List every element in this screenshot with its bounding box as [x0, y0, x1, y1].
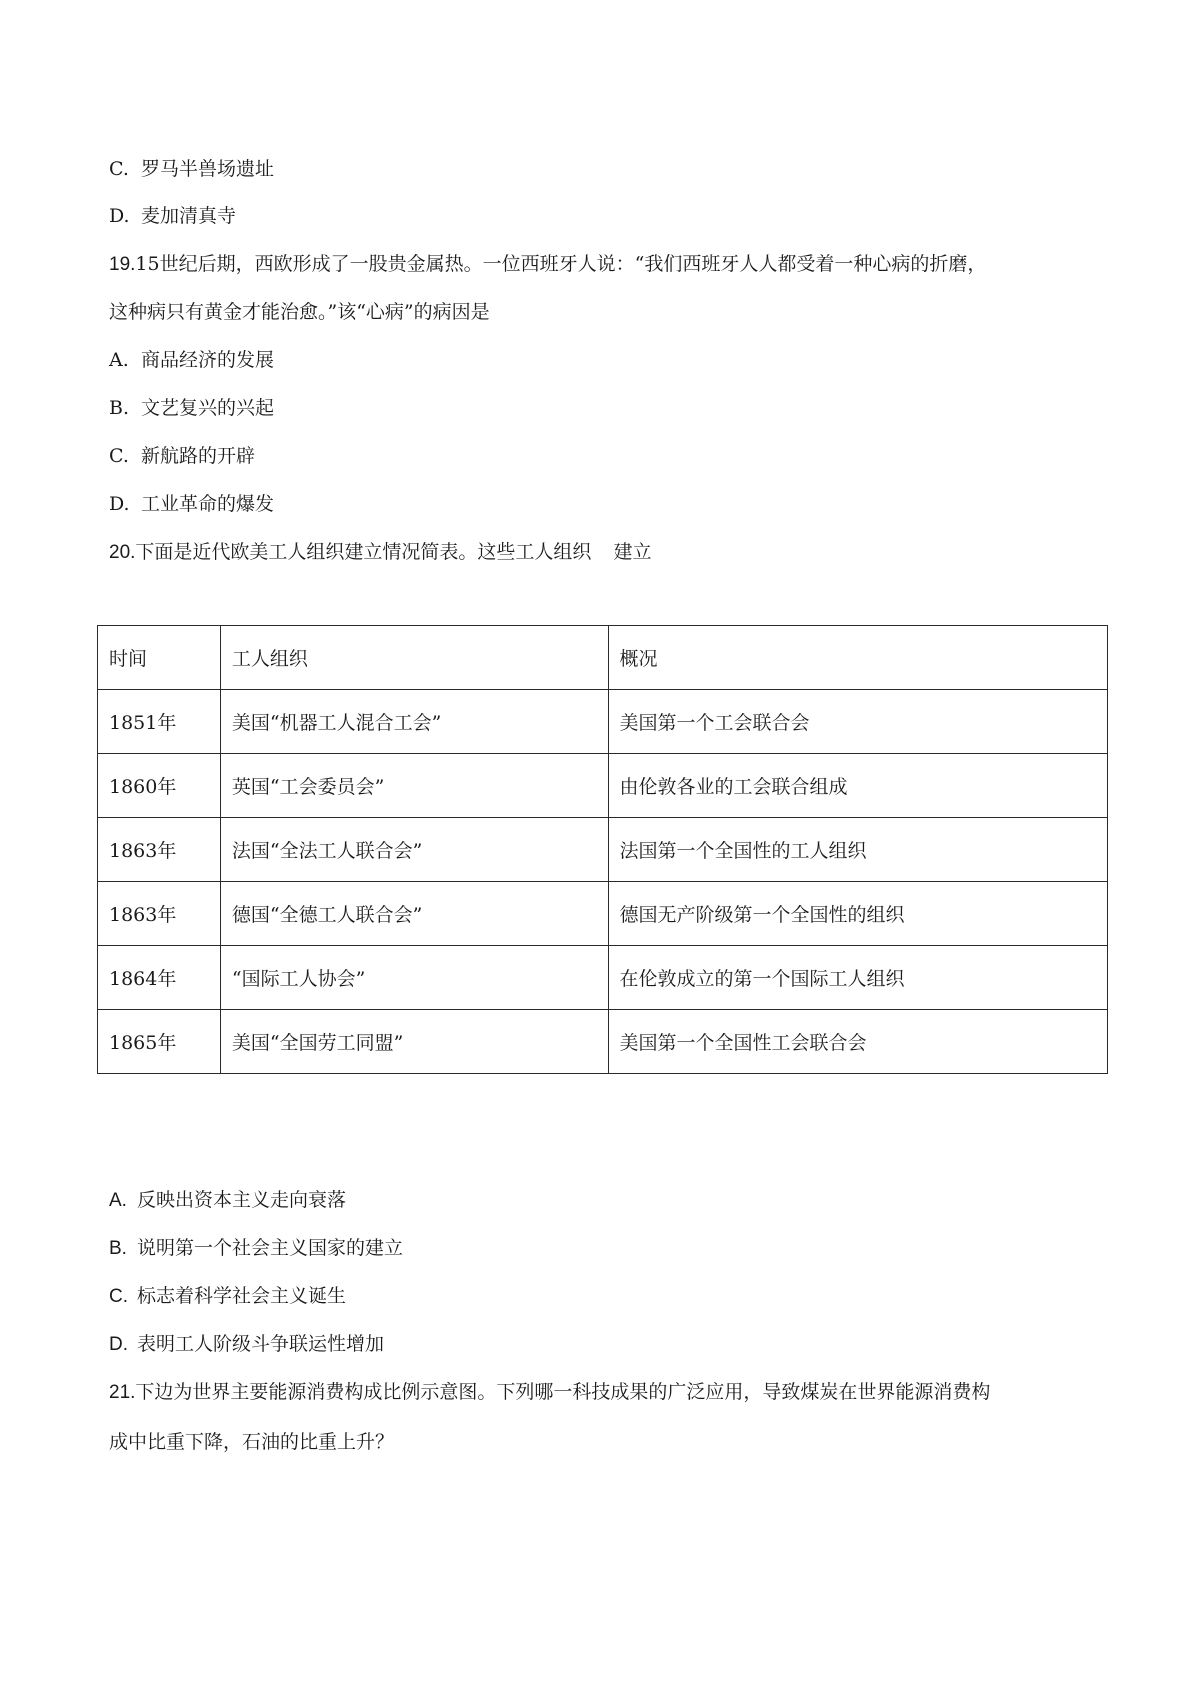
table-row: [98, 946, 1108, 1010]
option-text: 新航路的开辟: [141, 445, 256, 467]
option-text: 反映出资本主义走向衰落: [137, 1189, 347, 1211]
option-letter: A.: [109, 1190, 127, 1211]
option-letter: C.: [109, 158, 129, 180]
table-cell: 法国“全法工人联合会”: [220, 818, 608, 882]
option-a-q20: [109, 1188, 346, 1213]
table-cell: 由伦敦各业的工会联合组成: [608, 754, 1107, 818]
question-number: 20.: [109, 542, 136, 563]
table-cell: 美国“全国劳工同盟”: [220, 1010, 608, 1074]
option-letter: D.: [109, 493, 130, 515]
question-text: 下面是近代欧美工人组织建立情况简表。这些工人组织: [135, 541, 592, 563]
table-cell: 英国“工会委员会”: [220, 754, 608, 818]
table-row: [98, 882, 1108, 946]
table-row: [98, 818, 1108, 882]
option-letter: D.: [109, 205, 130, 227]
table-cell: 1864年: [98, 946, 221, 1010]
table-header-row: [98, 626, 1108, 690]
option-text: 表明工人阶级斗争联运性增加: [137, 1333, 385, 1355]
option-b-q20: [109, 1236, 403, 1261]
option-text: 文艺复兴的兴起: [141, 397, 275, 419]
table-cell: 德国“全德工人联合会”: [220, 882, 608, 946]
option-letter: C.: [109, 445, 129, 467]
question-21-stem-line2: 成中比重下降，石油的比重上升？: [109, 1431, 395, 1453]
option-text: 商品经济的发展: [141, 349, 275, 371]
table-row: [98, 754, 1108, 818]
table-cell: “国际工人协会”: [220, 946, 608, 1010]
table-cell: 1863年: [98, 818, 221, 882]
table-cell: 法国第一个全国性的工人组织: [608, 818, 1107, 882]
table-cell: 美国第一个全国性工会联合会: [608, 1010, 1107, 1074]
table-cell: 1865年: [98, 1010, 221, 1074]
question-20-stem: [109, 540, 651, 565]
option-c-prev: [109, 157, 274, 181]
table-row: [98, 1010, 1108, 1074]
table-header-cell: 时间: [98, 626, 221, 690]
option-c-q20: [109, 1284, 346, 1309]
option-text: 罗马半兽场遗址: [141, 158, 275, 180]
table-row: [98, 690, 1108, 754]
table-header-cell: 概况: [608, 626, 1107, 690]
question-19-stem-line1: [109, 252, 986, 277]
option-d-q20: [109, 1332, 384, 1357]
option-text: 标志着科学社会主义诞生: [137, 1285, 347, 1307]
table-cell: 1860年: [98, 754, 221, 818]
question-number: 19.: [109, 254, 136, 275]
table-cell: 美国“机器工人混合工会”: [220, 690, 608, 754]
table-header-cell: 工人组织: [220, 626, 608, 690]
option-letter: D.: [109, 1334, 128, 1355]
table-cell: 在伦敦成立的第一个国际工人组织: [608, 946, 1107, 1010]
option-letter: B.: [109, 1238, 127, 1259]
option-text: 说明第一个社会主义国家的建立: [137, 1237, 404, 1259]
question-21-stem-line1: [109, 1380, 990, 1405]
question-number: 21.: [109, 1382, 136, 1403]
table-cell: 美国第一个工会联合会: [608, 690, 1107, 754]
option-letter: B.: [109, 397, 130, 419]
option-letter: C.: [109, 1286, 128, 1307]
option-letter: A.: [109, 349, 129, 371]
option-a-q19: [109, 348, 274, 372]
workers-organizations-table: [97, 625, 1108, 1074]
option-text: 工业革命的爆发: [141, 493, 275, 515]
option-c-q19: [109, 444, 255, 468]
table-cell: 德国无产阶级第一个全国性的组织: [608, 882, 1107, 946]
question-text-end: 建立: [613, 541, 652, 563]
table-cell: 1863年: [98, 882, 221, 946]
question-19-stem-line2: 这种病只有黄金才能治愈。”该“心病”的病因是: [109, 301, 490, 323]
table-cell: 1851年: [98, 690, 221, 754]
question-text: 15世纪后期，西欧形成了一股贵金属热。一位西班牙人说：“我们西班牙人人都受着一种心病的折磨，: [135, 253, 987, 275]
option-d-prev: [109, 204, 236, 228]
question-text: 下边为世界主要能源消费构成比例示意图。下列哪一科技成果的广泛应用，导致煤炭在世界能源消费构: [135, 1381, 991, 1403]
option-text: 麦加清真寺: [141, 205, 237, 227]
option-d-q19: [109, 492, 274, 516]
option-b-q19: [109, 396, 274, 420]
